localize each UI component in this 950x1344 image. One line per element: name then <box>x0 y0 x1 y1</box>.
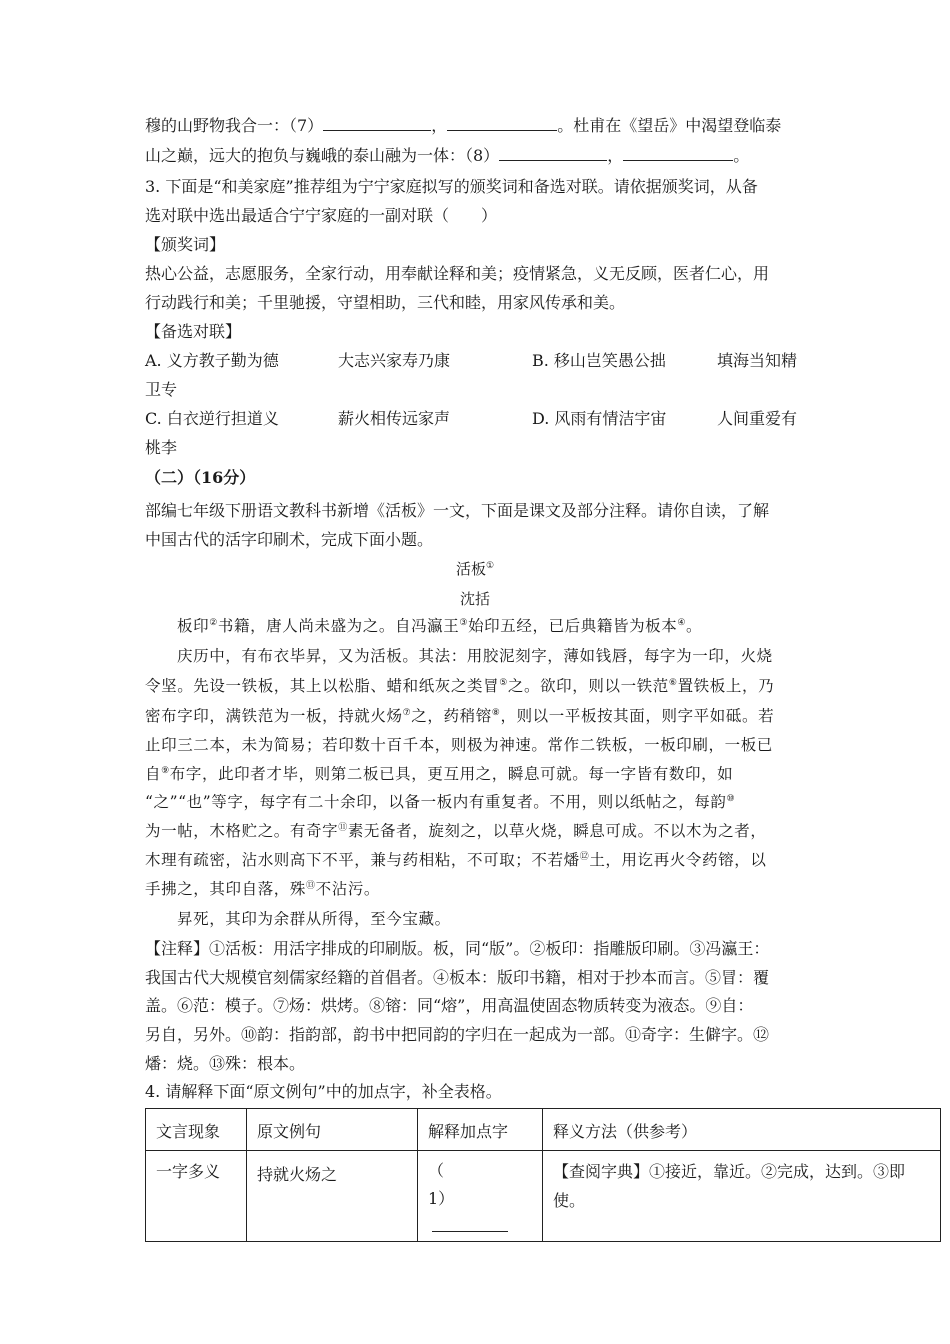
notes-line: 盖。⑥范：模子。⑦炀：烘烤。⑧镕：同“熔”，用高温使固态物质转变为液态。⑨自： <box>145 996 754 1015</box>
passage-line <box>145 792 735 812</box>
answer-number: 1） <box>428 1189 455 1208</box>
footnote-mark: ⑪ <box>338 822 348 833</box>
passage-text: 庆历中，有布衣毕昇，又为活板。其法：用胶泥刻字，薄如钱唇，每字为一印，火烧 <box>177 647 773 665</box>
answer-cell[interactable] <box>418 1151 543 1242</box>
comma: ， <box>607 146 624 165</box>
option-a-second-line: 大志兴家寿乃康 <box>338 351 451 370</box>
passage-line <box>145 706 774 726</box>
q4-stem: 4. 请解释下面“原文例句”中的加点字，补全表格。 <box>145 1082 502 1101</box>
award-text-2: 行动践行和美；千里驰援，守望相助，三代和睦，用家风传承和美。 <box>145 293 626 312</box>
passage-text: 素无备者，旋刻之，以草火烧，瞬息可成。不以木为之者， <box>347 822 767 840</box>
poem-fill-line-7 <box>145 116 781 136</box>
method-cell <box>543 1151 941 1242</box>
method-text: 使。 <box>553 1191 586 1210</box>
period: 。 <box>733 146 750 165</box>
footnote-mark: ⑨ <box>161 765 170 776</box>
passage-text: 令坚。先设一铁板，其上以松脂、蜡和纸灰之类冒 <box>145 677 500 695</box>
award-heading: 【颁奖词】 <box>145 235 226 254</box>
option-b-second-line: 填海当知精 <box>717 351 798 370</box>
option-d-wrap: 桃李 <box>145 438 178 457</box>
line-text: 。杜甫在《望岳》中渴望登临泰 <box>557 116 782 135</box>
passage-text: “之”“也”等字，每字有二十余印，以备一板内有重复者。不用，则以纸帖之，每韵 <box>145 793 727 811</box>
passage-text: 。 <box>686 617 703 635</box>
phenomenon-cell: 一字多义 <box>146 1151 247 1242</box>
section-heading: （二）（16分） <box>145 468 256 487</box>
table-row <box>146 1151 941 1242</box>
footnote-mark: ⑧ <box>491 707 501 718</box>
option-c[interactable]: C. 白衣逆行担道义 <box>145 409 279 428</box>
passage-line <box>145 764 733 784</box>
footnote-mark: ⑫ <box>579 851 590 862</box>
method-text: 【查阅字典】①接近，靠近。②完成，达到。③即 <box>553 1162 906 1181</box>
award-text-1: 热心公益，志愿服务，全家行动，用奉献诠释和美；疫情紧急，义无反顾，医者仁心，用 <box>145 264 770 283</box>
passage-text: 自 <box>145 765 162 783</box>
notes-line: 【注释】①活板：用活字排成的印刷版。板，同“版”。②板印：指雕版印刷。③冯瀛王： <box>145 939 770 958</box>
passage-text: 止印三二本，未为简易；若印数十百千本，则极为神速。常作二铁板，一板印刷，一板已 <box>145 736 773 754</box>
option-b-wrap: 卫专 <box>145 380 178 399</box>
passage-text: ，则以一平板按其面，则字平如砥。若 <box>500 707 775 725</box>
option-c-second-line: 薪火相传远家声 <box>338 409 451 428</box>
passage-text: 木理有疏密，沾水则高下不平，兼与药相粘，不可取；不若燔 <box>145 851 580 869</box>
notes-line: 燔：烧。⑬殊：根本。 <box>145 1054 306 1073</box>
passage-text: 书籍，唐人尚未盛为之。自冯瀛王 <box>217 617 460 635</box>
table-header-row <box>146 1109 941 1151</box>
footnote-mark: ③ <box>459 617 469 628</box>
poem-fill-line-8 <box>145 146 749 166</box>
passage-text: 板印 <box>177 617 210 635</box>
notes-line: 我国古代大规模官刻儒家经籍的首倡者。④板本：版印书籍，相对于抄本而言。⑤冒：覆 <box>145 968 770 987</box>
passage-text: 置铁板上，乃 <box>677 677 775 695</box>
option-d[interactable]: D. 风雨有情洁宇宙 <box>532 409 667 428</box>
footnote-mark: ⑬ <box>306 880 316 891</box>
title-text: 活板 <box>455 560 486 578</box>
passage-text: 不沾污。 <box>315 880 381 898</box>
passage-line <box>177 616 702 636</box>
answer-line <box>428 1185 532 1241</box>
intro-2: 中国古代的活字印刷术，完成下面小题。 <box>145 530 434 549</box>
passage-text: 始印五经，已后典籍皆为板本 <box>468 617 678 635</box>
line-text: 穆的山野物我合一：（7） <box>145 116 324 135</box>
passage-line <box>145 821 766 841</box>
answer-blank[interactable] <box>432 1217 508 1232</box>
title-footnote-mark: ① <box>485 561 495 571</box>
passage-text: 昇死，其印为余群从所得，至今宝藏。 <box>177 910 451 928</box>
example-cell: 持就火炀之 <box>247 1151 418 1242</box>
q3-stem-1: 3. 下面是“和美家庭”推荐组为宁宁家庭拟写的颁奖词和备选对联。请依据颁奖词，从备 <box>145 177 758 196</box>
intro-1: 部编七年级下册语文教科书新增《活板》一文，下面是课文及部分注释。请你自读，了解 <box>145 501 770 520</box>
answer-table <box>145 1108 941 1242</box>
answer-blank[interactable] <box>499 146 607 161</box>
answer-blank[interactable] <box>623 146 733 161</box>
passage-title <box>0 558 950 579</box>
header-cell: 解释加点字 <box>418 1109 543 1151</box>
option-a[interactable]: A. 义方教子勤为德 <box>145 351 279 370</box>
passage-line <box>145 735 773 755</box>
header-cell: 释义方法（供参考） <box>543 1109 941 1151</box>
passage-text: 布字，此印者才毕，则第二板已具，更互用之，瞬息可就。每一字皆有数印，如 <box>169 765 734 783</box>
comma: ， <box>431 116 448 135</box>
passage-text: 手拂之，其印自落，殊 <box>145 880 307 898</box>
answer-paren: （ <box>428 1161 445 1180</box>
passage-line <box>177 646 773 666</box>
passage-author: 沈括 <box>459 590 490 608</box>
passage-text: 之。欲印，则以一铁范 <box>507 677 669 695</box>
footnote-mark: ⑩ <box>726 793 736 804</box>
footnote-mark: ② <box>209 617 218 628</box>
footnote-mark: ⑦ <box>402 707 412 718</box>
passage-line <box>145 850 766 870</box>
footnote-mark: ④ <box>677 617 687 628</box>
q3-stem-2: 选对联中选出最适合宁宁家庭的一副对联（ ） <box>145 206 498 225</box>
header-cell: 文言现象 <box>146 1109 247 1151</box>
footnote-mark: ⑤ <box>499 677 508 688</box>
couplet-heading: 【备选对联】 <box>145 322 242 341</box>
answer-blank[interactable] <box>447 116 557 131</box>
passage-line <box>145 879 380 899</box>
option-d-second-line: 人间重爱有 <box>717 409 798 428</box>
passage-line <box>177 909 451 929</box>
footnote-mark: ⑥ <box>668 677 678 688</box>
line-text: 山之巅，远大的抱负与巍峨的泰山融为一体：（8） <box>145 146 500 165</box>
header-cell: 原文例句 <box>247 1109 418 1151</box>
passage-text: 之，药稍镕 <box>411 707 492 725</box>
passage-text: 土，用讫再火令药镕，以 <box>589 851 767 869</box>
passage-line <box>145 676 774 696</box>
answer-blank[interactable] <box>323 116 431 131</box>
option-b[interactable]: B. 移山岂笑愚公拙 <box>532 351 666 370</box>
passage-text: 密布字印，满铁范为一板，持就火炀 <box>145 707 403 725</box>
passage-text: 为一帖，木格贮之。有奇字 <box>145 822 339 840</box>
notes-line: 另自，另外。⑩韵：指韵部，韵书中把同韵的字归在一起成为一部。⑪奇字：生僻字。⑫ <box>145 1025 770 1044</box>
